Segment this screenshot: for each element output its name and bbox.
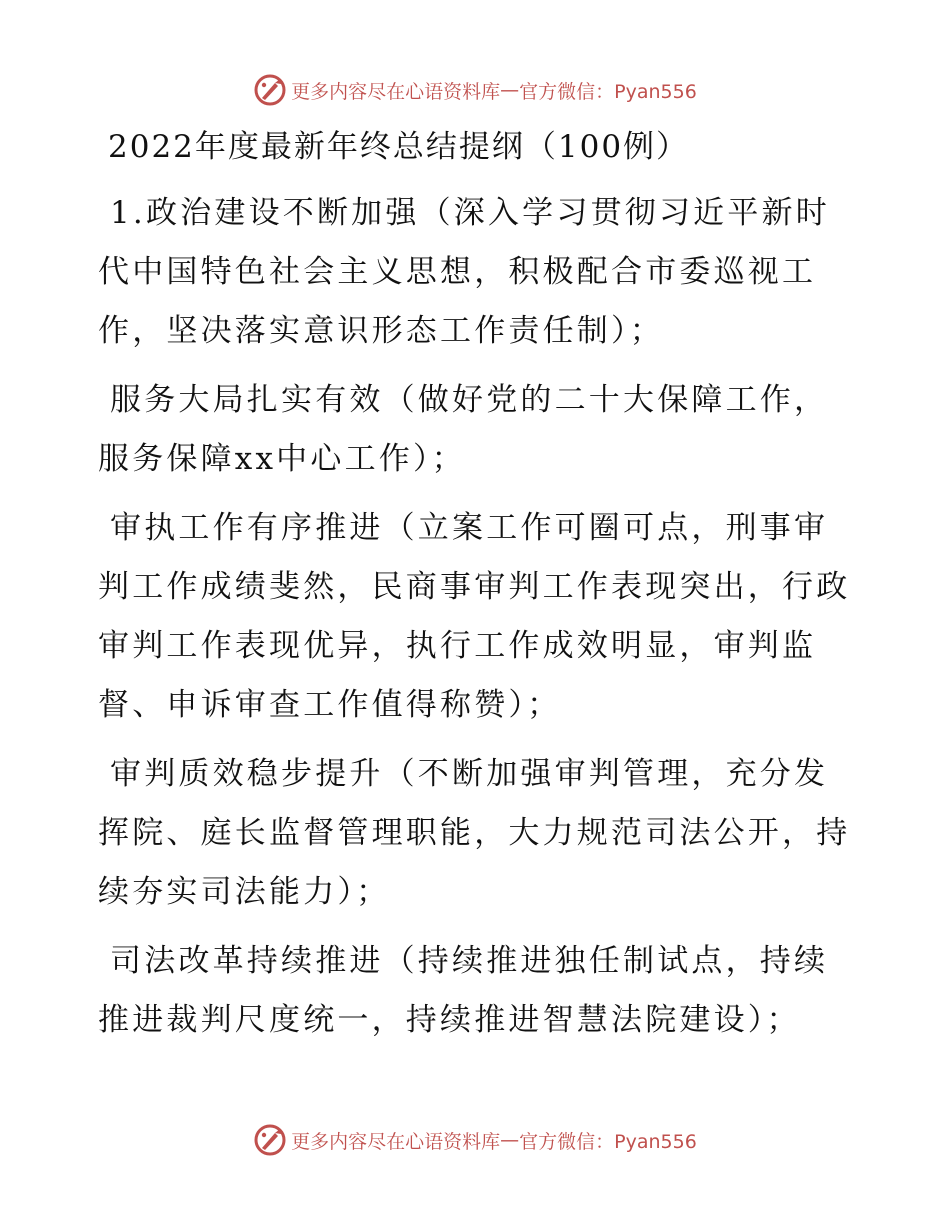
banner-account-text: 官方微信：Pyan556 — [519, 80, 697, 103]
footer-watermark-banner — [0, 1120, 950, 1160]
brand-logo-icon — [253, 73, 287, 107]
document-title: 2022年度最新年终总结提纲（100例） — [108, 129, 690, 165]
outline-paragraph: 司法改革持续推进（持续推进独任制试点，持续推进裁判尺度统一，持续推进智慧法院建设）； — [98, 943, 829, 1038]
banner-separator: — — [500, 1129, 520, 1151]
banner-account-text: 官方微信：Pyan556 — [519, 1130, 697, 1153]
brand-logo-icon — [253, 1123, 287, 1157]
banner-main-text: 更多内容尽在心语资料库 — [291, 80, 501, 103]
header-watermark-banner — [0, 70, 950, 110]
outline-paragraph: 服务大局扎实有效（做好党的二十大保障工作，服务保障xx中心工作）； — [98, 382, 829, 477]
outline-paragraph: 审执工作有序推进（立案工作可圈可点，刑事审判工作成绩斐然，民商事审判工作表现突出，行政审判工作表现优异，执行工作成效明显，审判监督、申诉审查工作值得称赞）； — [98, 510, 851, 723]
banner-separator: — — [500, 79, 520, 101]
document-body — [98, 124, 858, 1060]
outline-paragraph: 审判质效稳步提升（不断加强审判管理，充分发挥院、庭长监督管理职能，大力规范司法公开，持续夯实司法能力）； — [98, 756, 851, 910]
outline-paragraph: 1.政治建设不断加强（深入学习贯彻习近平新时代中国特色社会主义思想，积极配合市委巡视工作，坚决落实意识形态工作责任制）； — [98, 195, 830, 349]
banner-main-text: 更多内容尽在心语资料库 — [291, 1130, 501, 1153]
